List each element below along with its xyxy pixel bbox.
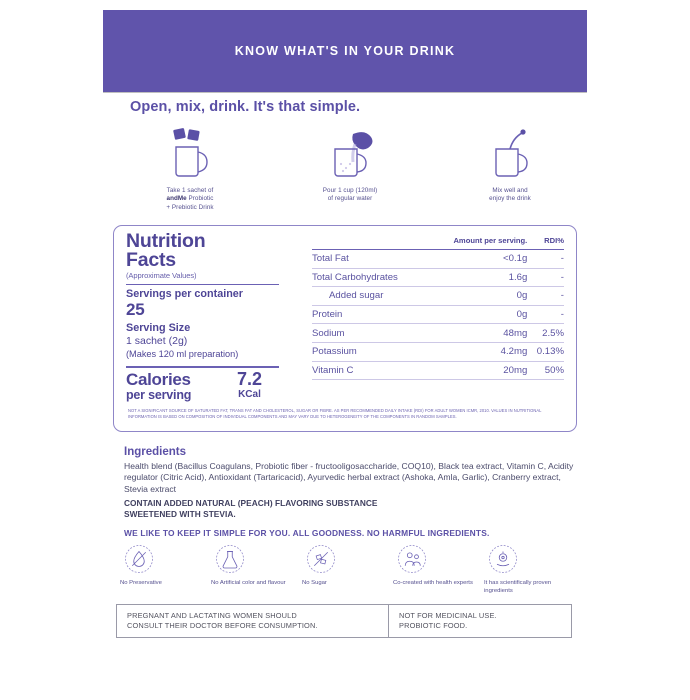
table-row [312,305,564,324]
nutrient-name: Total Fat [312,253,349,265]
col-header-name [312,234,428,250]
nutrient-amount: 20mg [503,364,528,376]
nutrient-amount: <0.1g [503,253,528,265]
flavoring-note: CONTAIN ADDED NATURAL (PEACH) FLAVORING SUBSTANCE [124,498,378,508]
nutrient-rdi: - [560,271,564,283]
claim-no-artificial-color [211,544,302,595]
servings-per-container-label: Servings per container [126,288,244,300]
approximate-values-note: (Approximate Values) [126,271,197,280]
nutrient-rdi: - [560,253,564,265]
header-banner [103,10,587,92]
claims-heading: WE LIKE TO KEEP IT SIMPLE FOR YOU. ALL GOODNESS. NO HARMFUL INGREDIENTS. [124,528,490,538]
bottom-notices [116,604,572,638]
nutrient-amount: 1.6g [508,271,528,283]
col-header-rdi: RDI% [544,236,564,245]
pregnancy-notice [117,605,389,637]
step-2-label [323,187,377,204]
medicinal-use-notice [389,605,497,637]
nutrient-rdi: 50% [544,364,564,376]
calories-value: 7.2 [236,369,262,389]
subheading: Open, mix, drink. It's that simple. [130,99,361,115]
nutrient-rdi: 2.5% [542,327,564,339]
calories-unit: KCal [238,389,261,400]
calories-row [126,371,276,402]
servings-per-container-value: 25 [126,300,145,319]
nutrient-name: Vitamin C [312,364,354,376]
divider [126,284,279,285]
medicinal-use-line1: NOT FOR MEDICINAL USE. [399,611,497,620]
step-1-line2: Probiotic [186,195,214,203]
table-row [312,324,564,343]
step-3 [430,128,590,212]
step-2 [270,128,430,212]
step-1 [110,128,270,212]
step-3-line1: Mix well and [492,187,528,194]
ingredients-caps-note [124,498,576,519]
brand-name: andMe [166,195,187,203]
step-1-label [166,187,213,212]
calories-label: Calories [126,370,191,389]
table-row [312,287,564,306]
claim-scientifically-proven [484,544,575,595]
serving-size-value: 1 sachet (2g) [126,335,188,347]
nf-title-line1: Nutrition [126,230,206,252]
nutrient-amount: 4.2mg [500,346,528,358]
nutrient-name: Sodium [312,327,345,339]
step-2-line2: of regular water [327,195,373,203]
nutrient-rdi: - [560,309,564,321]
table-row [312,361,564,380]
step-3-label [489,187,531,204]
health-experts-icon [397,544,427,574]
serving-size-label: Serving Size [126,322,191,334]
nutrient-name: Added sugar [329,290,384,302]
claim-label: No Artificial color and flavour [211,580,286,586]
scientifically-proven-icon [488,544,518,574]
sachet-and-cup-icon [160,128,220,180]
claim-label: It has scientifically proven ingredients [484,580,552,595]
nutrient-rdi: 0.13% [536,346,564,358]
banner-title: KNOW WHAT'S IN YOUR DRINK [234,44,456,58]
nutrition-disclaimer: NOT A SIGNIFICANT SOURCE OF SATURATED FAT, TRANS FAT AND CHOLESTEROL, SUGAR OR FIBRE. AS PER RECOMMENDED DAILY INTAKE (RDI) FOR ADULT WOMEN ICMR, 2010. VALUES IN NUTRITIONAL INFORMATION IS BASED ON COMPOSITION OF INDIVIDUAL COMPONENTS AND MAY VARY DUE TO HETEROGENEITY OF THE COMPONENTS IN RANDOM SAMPLES. [128,408,542,420]
claim-label: No Preservative [120,580,162,586]
no-sugar-icon [306,544,336,574]
nutrient-name: Protein [312,309,343,321]
table-row [312,342,564,361]
ingredients-body: Health blend (Bacillus Coagulans, Probiotic fiber - fructooligosaccharide, COQ10), Black tea extract, Vitamin C, Acidity regulator (Citric Acid), Antioxidant (Tartaricacid), Ayurvedic herbal extract (Ashoka, Amla, Garlic), Cranberry extract, Stevia extract [124,461,574,494]
pouring-kettle-into-cup-icon [319,128,381,180]
claim-no-sugar [302,544,393,595]
nutrient-amount: 0g [516,309,528,321]
pregnancy-notice-line1: PREGNANT AND LACTATING WOMEN SHOULD [127,611,297,620]
ingredients-heading: Ingredients [124,446,186,458]
sweetener-note: SWEETENED WITH STEVIA. [124,508,236,519]
nutrient-name: Potassium [312,346,357,358]
table-row [312,250,564,269]
pregnancy-notice-line2: CONSULT THEIR DOCTOR BEFORE CONSUMPTION. [127,621,318,630]
nutrition-table [312,234,564,380]
calories-per-serving-label: per serving [126,388,192,402]
claim-no-preservative [120,544,211,595]
claims-row [120,544,575,595]
nutrition-summary [126,232,284,402]
nutrition-facts-card [113,225,577,432]
nutrition-facts-title [126,232,284,269]
cup-with-spoon-icon [480,128,540,180]
table-header-row [312,234,564,250]
nf-title-line2: Facts [126,248,176,271]
nutrient-amount: 0g [516,290,528,302]
serving-size-note: (Makes 120 ml preparation) [126,349,239,359]
step-1-line3: + Prebiotic Drink [166,203,214,211]
claim-label: Co-created with health experts [393,580,473,586]
steps-row [110,128,590,212]
medicinal-use-line2: PROBIOTIC FOOD. [399,621,468,630]
nutrient-rdi: - [560,290,564,302]
nutrient-name: Total Carbohydrates [312,271,398,283]
no-preservative-icon [124,544,154,574]
claim-health-experts [393,544,484,595]
step-1-line1: Take 1 sachet of [166,187,214,194]
divider [126,366,279,368]
nutrient-amount: 48mg [503,327,528,339]
nutrition-table-body [312,250,564,380]
col-header-amount: Amount per serving. [453,236,528,245]
step-3-line2: enjoy the drink [489,195,531,203]
claim-label: No Sugar [302,580,327,586]
step-2-line1: Pour 1 cup (120ml) [322,187,378,194]
table-row [312,268,564,287]
no-artificial-color-icon [215,544,245,574]
